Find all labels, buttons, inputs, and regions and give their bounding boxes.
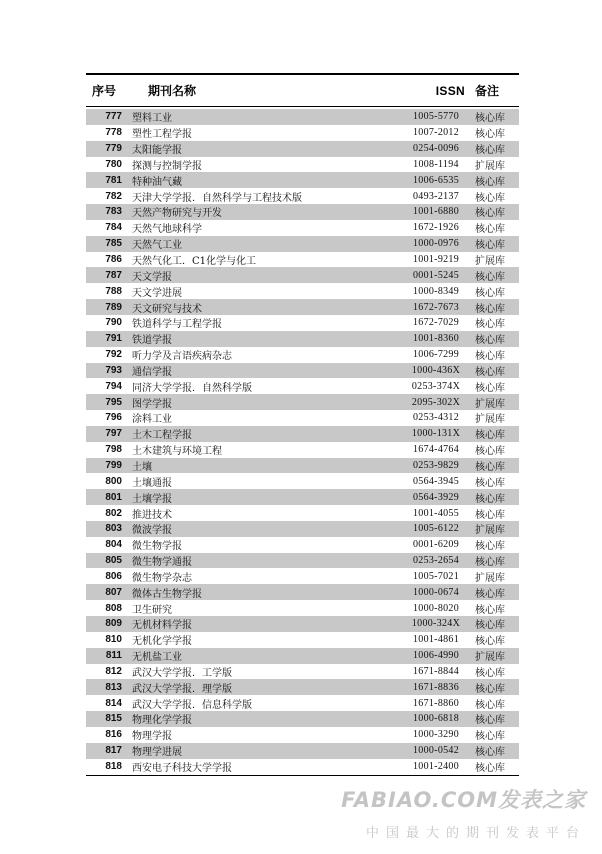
row-num: 808 bbox=[105, 602, 122, 614]
row-num: 788 bbox=[105, 285, 122, 297]
row-note: 扩展库 bbox=[475, 414, 505, 426]
journal-table bbox=[86, 73, 519, 776]
table-row bbox=[86, 632, 519, 648]
table-row bbox=[86, 553, 519, 569]
table-row bbox=[86, 568, 519, 584]
table-row bbox=[86, 394, 519, 410]
row-num: 818 bbox=[105, 761, 122, 773]
row-note: 扩展库 bbox=[475, 652, 505, 664]
row-issn: 1671-8836 bbox=[412, 681, 460, 693]
row-num: 801 bbox=[105, 491, 122, 503]
row-note: 核心库 bbox=[475, 430, 505, 442]
table-row bbox=[86, 537, 519, 553]
row-issn: 1000-3290 bbox=[412, 729, 460, 741]
row-issn: 0253-9829 bbox=[412, 459, 460, 471]
row-issn: 0253-374X bbox=[411, 380, 461, 392]
table-row bbox=[86, 458, 519, 474]
row-issn: 1001-6880 bbox=[412, 206, 460, 218]
row-num: 784 bbox=[105, 222, 122, 234]
row-note: 核心库 bbox=[475, 366, 505, 378]
table-row bbox=[86, 204, 519, 220]
row-num: 813 bbox=[105, 681, 122, 693]
row-num: 791 bbox=[105, 333, 122, 345]
row-journal-name: 天然气化工．C1化学与化工 bbox=[132, 256, 257, 268]
row-num: 793 bbox=[105, 364, 122, 376]
row-journal-name: 武汉大学学报．理学版 bbox=[132, 683, 232, 695]
row-note: 核心库 bbox=[475, 303, 505, 315]
row-num: 787 bbox=[105, 269, 122, 281]
table-row bbox=[86, 410, 519, 426]
table-row bbox=[86, 679, 519, 695]
table-row bbox=[86, 109, 519, 125]
row-journal-name: 无机化学学报 bbox=[132, 636, 192, 648]
row-issn: 1672-7673 bbox=[412, 301, 460, 313]
row-journal-name: 微波学报 bbox=[132, 525, 172, 537]
row-journal-name: 微体古生物学报 bbox=[132, 588, 202, 600]
row-num: 785 bbox=[105, 238, 122, 250]
row-num: 812 bbox=[105, 665, 122, 677]
row-num: 803 bbox=[105, 523, 122, 535]
row-journal-name: 微生物学杂志 bbox=[132, 572, 192, 584]
row-issn: 1674-4764 bbox=[412, 444, 460, 456]
row-num: 792 bbox=[105, 349, 122, 361]
table-row bbox=[86, 743, 519, 759]
row-issn: 1008-1194 bbox=[413, 158, 459, 170]
row-note: 核心库 bbox=[475, 240, 505, 252]
row-journal-name: 天文学报 bbox=[132, 271, 172, 283]
table-row bbox=[86, 172, 519, 188]
row-journal-name: 探测与控制学报 bbox=[132, 160, 202, 172]
table-row bbox=[86, 283, 519, 299]
table-row bbox=[86, 315, 519, 331]
table-row bbox=[86, 378, 519, 394]
row-issn: 1005-7021 bbox=[412, 570, 460, 582]
row-issn: 1001-4861 bbox=[412, 634, 460, 646]
row-note: 核心库 bbox=[475, 509, 505, 521]
row-journal-name: 天然气工业 bbox=[132, 240, 182, 252]
row-note: 核心库 bbox=[475, 699, 505, 711]
table-row bbox=[86, 584, 519, 600]
row-issn: 1000-436X bbox=[411, 364, 461, 376]
row-issn: 1000-6818 bbox=[412, 713, 460, 725]
table-row bbox=[86, 664, 519, 680]
table-header bbox=[86, 75, 519, 106]
row-issn: 1000-0542 bbox=[412, 745, 460, 757]
header-name: 期刊名称 bbox=[148, 84, 197, 98]
row-note: 核心库 bbox=[475, 319, 505, 331]
row-note: 核心库 bbox=[475, 541, 505, 553]
row-note: 核心库 bbox=[475, 287, 505, 299]
row-note: 扩展库 bbox=[475, 256, 505, 268]
table-row bbox=[86, 426, 519, 442]
row-journal-name: 土壤 bbox=[132, 461, 152, 473]
row-journal-name: 土壤学报 bbox=[132, 493, 172, 505]
row-journal-name: 塑料工业 bbox=[132, 113, 172, 125]
table-row bbox=[86, 442, 519, 458]
row-journal-name: 涂料工业 bbox=[132, 414, 172, 426]
row-note: 核心库 bbox=[475, 446, 505, 458]
row-note: 核心库 bbox=[475, 351, 505, 363]
row-note: 核心库 bbox=[475, 588, 505, 600]
row-journal-name: 特种油气藏 bbox=[132, 176, 182, 188]
table-row bbox=[86, 299, 519, 315]
site-watermark bbox=[341, 784, 586, 841]
row-journal-name: 听力学及言语疾病杂志 bbox=[132, 351, 232, 363]
row-num: 777 bbox=[105, 111, 122, 123]
row-num: 786 bbox=[105, 254, 122, 266]
row-issn: 0254-0096 bbox=[412, 143, 460, 155]
row-note: 核心库 bbox=[475, 747, 505, 759]
table-row bbox=[86, 727, 519, 743]
row-issn: 0564-3929 bbox=[412, 491, 460, 503]
row-issn: 1000-131X bbox=[411, 428, 461, 440]
row-journal-name: 物理化学学报 bbox=[132, 715, 192, 727]
row-journal-name: 推进技术 bbox=[132, 509, 172, 521]
table-row bbox=[86, 188, 519, 204]
row-issn: 1000-8349 bbox=[412, 285, 460, 297]
row-journal-name: 土木工程学报 bbox=[132, 430, 192, 442]
table-bottom-rule bbox=[86, 775, 519, 776]
row-issn: 1005-6122 bbox=[412, 523, 460, 535]
row-num: 806 bbox=[105, 570, 122, 582]
row-note: 核心库 bbox=[475, 192, 505, 204]
table-row bbox=[86, 236, 519, 252]
row-note: 核心库 bbox=[475, 271, 505, 283]
row-note: 核心库 bbox=[475, 129, 505, 141]
row-note: 核心库 bbox=[475, 667, 505, 679]
row-issn: 0253-4312 bbox=[412, 412, 460, 424]
table-row bbox=[86, 220, 519, 236]
table-row bbox=[86, 616, 519, 632]
row-note: 核心库 bbox=[475, 715, 505, 727]
row-num: 809 bbox=[105, 618, 122, 630]
row-issn: 0564-3945 bbox=[412, 475, 460, 487]
row-journal-name: 微生物学通报 bbox=[132, 557, 192, 569]
row-issn: 1001-2400 bbox=[412, 761, 460, 773]
table-row bbox=[86, 600, 519, 616]
row-journal-name: 天文研究与技术 bbox=[132, 303, 202, 315]
row-num: 807 bbox=[105, 586, 122, 598]
table-row bbox=[86, 695, 519, 711]
table-row bbox=[86, 505, 519, 521]
row-journal-name: 卫生研究 bbox=[132, 604, 172, 616]
row-issn: 1672-1926 bbox=[412, 222, 460, 234]
row-journal-name: 天然产物研究与开发 bbox=[132, 208, 222, 220]
row-note: 扩展库 bbox=[475, 525, 505, 537]
row-num: 798 bbox=[105, 444, 122, 456]
row-journal-name: 图学学报 bbox=[132, 398, 172, 410]
table-row bbox=[86, 473, 519, 489]
row-issn: 1000-0674 bbox=[412, 586, 460, 598]
row-note: 核心库 bbox=[475, 477, 505, 489]
row-num: 789 bbox=[105, 301, 122, 313]
row-note: 核心库 bbox=[475, 335, 505, 347]
row-issn: 0001-6209 bbox=[412, 539, 460, 551]
row-issn: 1000-0976 bbox=[412, 238, 460, 250]
row-note: 核心库 bbox=[475, 208, 505, 220]
row-issn: 1671-8860 bbox=[412, 697, 460, 709]
row-num: 794 bbox=[105, 380, 122, 392]
row-num: 781 bbox=[105, 174, 122, 186]
row-journal-name: 太阳能学报 bbox=[132, 145, 182, 157]
table-row bbox=[86, 521, 519, 537]
row-num: 797 bbox=[105, 428, 122, 440]
row-journal-name: 物理学报 bbox=[132, 731, 172, 743]
table-row bbox=[86, 648, 519, 664]
table-row bbox=[86, 157, 519, 173]
row-num: 804 bbox=[105, 539, 122, 551]
row-num: 778 bbox=[105, 127, 122, 139]
row-journal-name: 物理学进展 bbox=[132, 747, 182, 759]
row-note: 核心库 bbox=[475, 557, 505, 569]
row-note: 核心库 bbox=[475, 683, 505, 695]
row-journal-name: 土壤通报 bbox=[132, 477, 172, 489]
row-journal-name: 武汉大学学报．信息科学版 bbox=[132, 699, 252, 711]
row-issn: 1672-7029 bbox=[412, 317, 460, 329]
row-journal-name: 铁道学报 bbox=[132, 335, 172, 347]
row-issn: 1000-324X bbox=[411, 618, 461, 630]
row-num: 782 bbox=[105, 190, 122, 202]
row-journal-name: 武汉大学学报．工学版 bbox=[132, 667, 232, 679]
row-journal-name: 通信学报 bbox=[132, 366, 172, 378]
row-note: 核心库 bbox=[475, 224, 505, 236]
header-note: 备注 bbox=[475, 84, 500, 98]
row-note: 扩展库 bbox=[475, 160, 505, 172]
table-row bbox=[86, 252, 519, 268]
row-num: 780 bbox=[105, 158, 122, 170]
row-num: 814 bbox=[105, 697, 122, 709]
row-issn: 1006-4990 bbox=[412, 650, 460, 662]
row-num: 811 bbox=[105, 650, 122, 662]
row-num: 799 bbox=[105, 459, 122, 471]
row-num: 815 bbox=[105, 713, 122, 725]
row-issn: 1001-8360 bbox=[412, 333, 460, 345]
row-num: 800 bbox=[105, 475, 122, 487]
row-num: 795 bbox=[105, 396, 122, 408]
table-row bbox=[86, 711, 519, 727]
table-row bbox=[86, 141, 519, 157]
row-num: 783 bbox=[105, 206, 122, 218]
row-num: 810 bbox=[105, 634, 122, 646]
row-num: 817 bbox=[105, 745, 122, 757]
header-num: 序号 bbox=[92, 84, 117, 98]
row-note: 核心库 bbox=[475, 636, 505, 648]
row-issn: 1007-2012 bbox=[412, 127, 460, 139]
row-journal-name: 天津大学学报．自然科学与工程技术版 bbox=[132, 192, 302, 204]
row-issn: 1006-6535 bbox=[412, 174, 460, 186]
row-journal-name: 铁道科学与工程学报 bbox=[132, 319, 222, 331]
row-note: 核心库 bbox=[475, 604, 505, 616]
row-issn: 1001-9219 bbox=[412, 254, 460, 266]
row-num: 802 bbox=[105, 507, 122, 519]
row-num: 796 bbox=[105, 412, 122, 424]
row-issn: 1005-5770 bbox=[412, 111, 460, 123]
row-journal-name: 无机材料学报 bbox=[132, 620, 192, 632]
row-num: 779 bbox=[105, 143, 122, 155]
row-journal-name: 天然气地球科学 bbox=[132, 224, 202, 236]
row-num: 790 bbox=[105, 317, 122, 329]
row-num: 816 bbox=[105, 729, 122, 741]
table-body bbox=[86, 107, 519, 774]
row-note: 核心库 bbox=[475, 620, 505, 632]
table-row bbox=[86, 125, 519, 141]
row-num: 805 bbox=[105, 555, 122, 567]
row-journal-name: 无机盐工业 bbox=[132, 652, 182, 664]
row-journal-name: 微生物学报 bbox=[132, 541, 182, 553]
table-row bbox=[86, 331, 519, 347]
watermark-tagline: 中国最大的期刊发表平台 bbox=[365, 826, 586, 841]
header-issn: ISSN bbox=[435, 83, 465, 98]
table-row bbox=[86, 759, 519, 775]
row-note: 核心库 bbox=[475, 145, 505, 157]
row-issn: 0493-2137 bbox=[412, 190, 460, 202]
row-note: 核心库 bbox=[475, 461, 505, 473]
row-journal-name: 土木建筑与环境工程 bbox=[132, 446, 222, 458]
row-note: 核心库 bbox=[475, 763, 505, 775]
row-note: 核心库 bbox=[475, 382, 505, 394]
row-issn: 2095-302X bbox=[411, 396, 461, 408]
row-note: 核心库 bbox=[475, 113, 505, 125]
row-journal-name: 同济大学学报．自然科学版 bbox=[132, 382, 252, 394]
table-row bbox=[86, 347, 519, 363]
row-note: 核心库 bbox=[475, 493, 505, 505]
row-issn: 1671-8844 bbox=[412, 665, 460, 677]
row-note: 核心库 bbox=[475, 731, 505, 743]
row-issn: 0001-5245 bbox=[412, 269, 460, 281]
row-journal-name: 天文学进展 bbox=[132, 287, 182, 299]
row-issn: 0253-2654 bbox=[412, 555, 460, 567]
table-row bbox=[86, 489, 519, 505]
table-row bbox=[86, 267, 519, 283]
row-issn: 1006-7299 bbox=[412, 349, 460, 361]
table-row bbox=[86, 363, 519, 379]
row-journal-name: 西安电子科技大学学报 bbox=[132, 763, 232, 775]
watermark-logo-text: FABIAO.COM发表之家 bbox=[341, 788, 586, 812]
row-issn: 1001-4055 bbox=[412, 507, 460, 519]
row-journal-name: 塑性工程学报 bbox=[132, 129, 192, 141]
row-note: 扩展库 bbox=[475, 398, 505, 410]
row-note: 核心库 bbox=[475, 176, 505, 188]
row-note: 扩展库 bbox=[475, 572, 505, 584]
row-issn: 1000-8020 bbox=[412, 602, 460, 614]
